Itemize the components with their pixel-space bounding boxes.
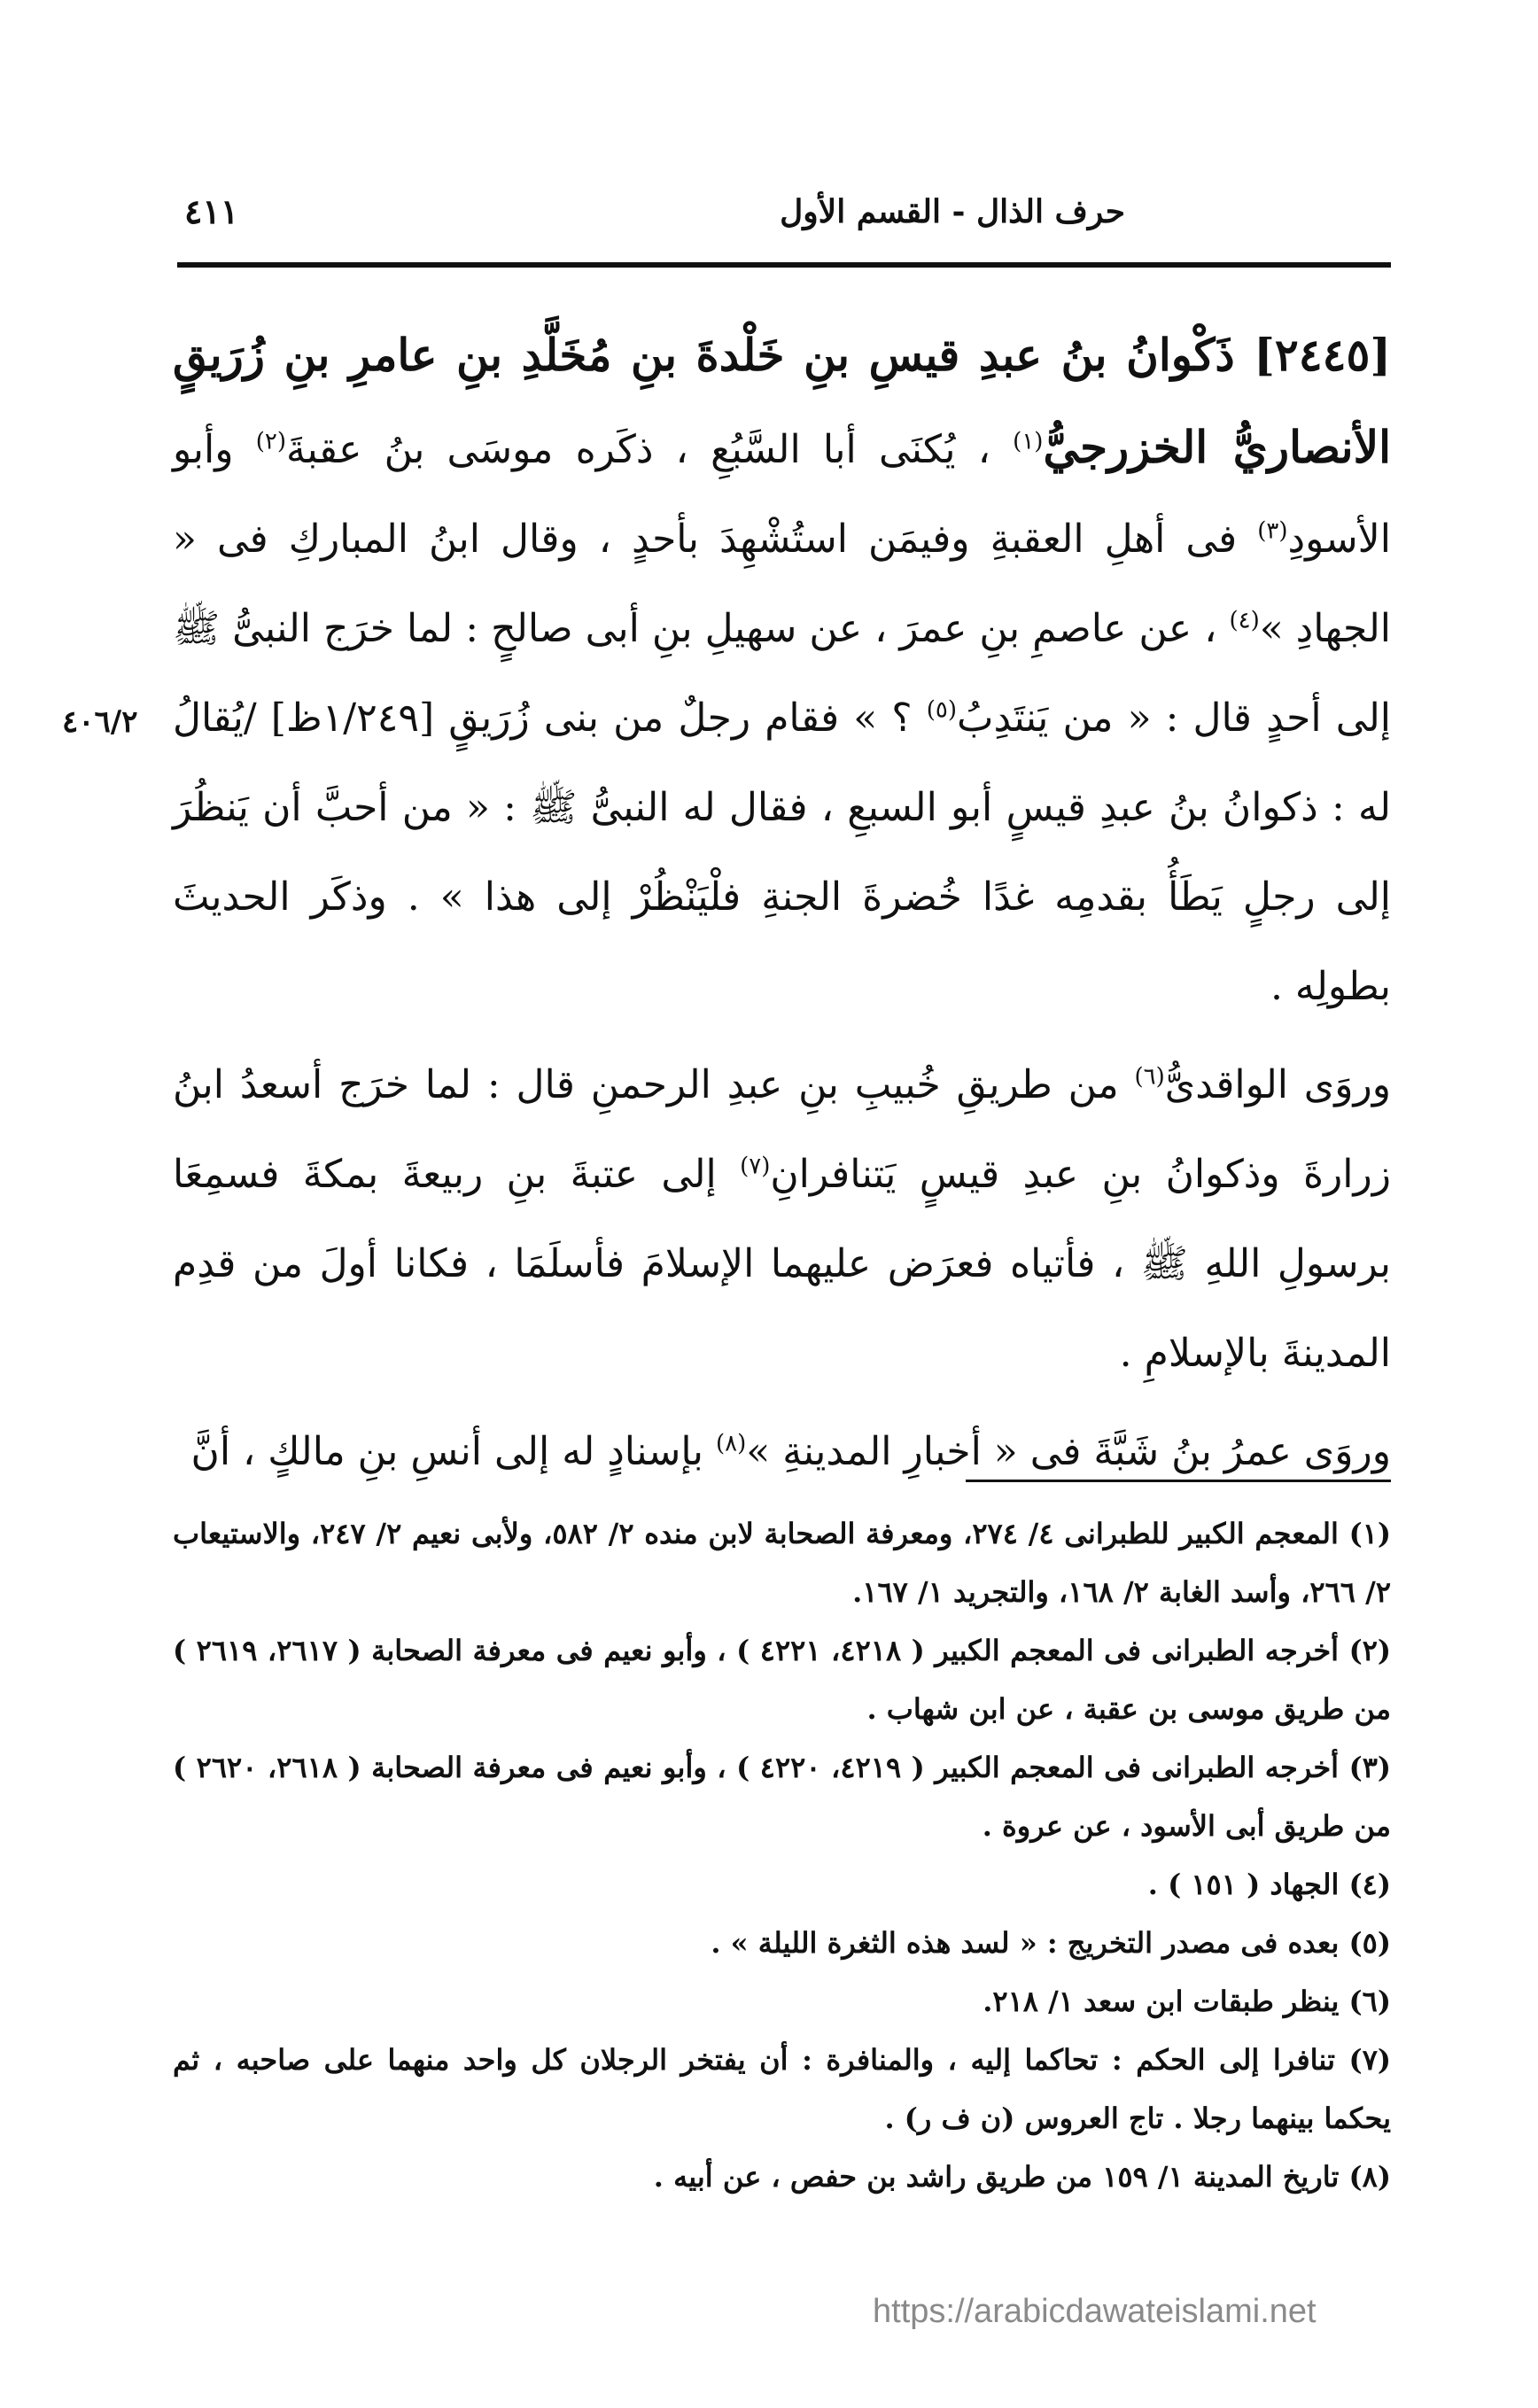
footnote-4: (٤) الجهاد ( ١٥١ ) . — [1147, 1868, 1391, 1901]
footnote-marker: (٨) — [716, 1430, 747, 1457]
watermark-url: https://arabicdawateislami.net — [873, 2293, 1317, 2330]
text-segment: ، عن عاصمِ بنِ عمرَ ، عن سهيلِ بنِ أبى صالحٍ : لما خرَج النبىُّ ﷺ إلى أحدٍ قال : « من يَنتَدِبُ — [173, 606, 1392, 741]
text-segment: ، يُكنَى أبا السَّبُعِ ، ذكَره موسَى بنُ عقبةَ — [285, 427, 990, 472]
footnote-8: (٨) تاريخ المدينة ١/ ١٥٩ من طريق راشد بن حفص ، عن أبيه . — [653, 2160, 1391, 2194]
main-text — [173, 310, 1391, 1496]
paragraph-shabba — [173, 1407, 1391, 1496]
footnotes — [173, 1504, 1391, 2206]
text-segment: فى أهلِ العقبةِ وفيمَن استُشْهِدَ بأحدٍ ، وقال ابنُ المباركِ فى « الجهادِ » — [173, 517, 1391, 651]
footnote-1: (١) المعجم الكبير للطبرانى ٤/ ٢٧٤، ومعرفة الصحابة لابن منده ٢/ ٥٨٢، ولأبى نعيم ٢/ ٢٤٧، والاستيعاب ٢/ ٢٦٦، وأسد الغابة ٢/ ١٦٨، والتجريد ١/ ١٦٧. — [173, 1517, 1392, 1609]
paragraph-waqidi — [173, 1040, 1391, 1398]
footnote-marker: (٣) — [1257, 517, 1288, 545]
footnote-marker: (٤) — [1229, 607, 1260, 634]
footnote-marker: (٦) — [1134, 1063, 1165, 1091]
footnote-separator — [966, 1480, 1391, 1482]
text-segment: وأبو الأسودِ — [173, 427, 1391, 562]
text-segment: وروَى الواقدىُّ — [1164, 1062, 1391, 1107]
running-title: حرف الذال - القسم الأول — [780, 193, 1125, 230]
paragraph-entry — [173, 310, 1391, 1031]
text-segment: ؟ » فقام رجلٌ من بنى زُرَيقٍ [١/٢٤٩ظ] /يُقالُ له : ذكوانُ بنُ عبدِ قيسٍ أبو السبعِ ، فقال له النبىُّ ﷺ : « من أحبَّ أن يَنظُرَ إلى رجلٍ يَطَأُ بقدمِه غدًا خُضرةَ الجنةِ فلْيَنْظُرْ إلى هذا » . وذكَر الحديثَ بطولِه . — [173, 695, 1391, 1009]
text-segment: وروَى عمرُ بنُ شَبَّةَ فى « أخبارِ المدينةِ » — [746, 1429, 1391, 1474]
footnote-marker: (٥) — [926, 696, 958, 724]
footnote-3: (٣) أخرجه الطبرانى فى المعجم الكبير ( ٤٢١٩، ٤٢٢٠ ) ، وأبو نعيم فى معرفة الصحابة ( ٢٦١٨، ٢٦٢٠ ) من طريق أبى الأسود ، عن عروة . — [173, 1751, 1392, 1843]
page-number: ٤١١ — [184, 191, 239, 231]
margin-reference: ٤٠٦/٢ — [62, 704, 138, 740]
footnote-marker: (٢) — [255, 428, 286, 455]
footnote-5: (٥) بعده فى مصدر التخريج : « لسد هذه الثغرة الليلة » . — [711, 1926, 1391, 1960]
page-header — [177, 186, 1391, 248]
header-rule — [177, 262, 1391, 268]
entry-heading: [٢٤٤٥] ذَكْوانُ بنُ عبدِ قيسِ بنِ خَلْدةَ بنِ مُخَلَّدِ بنِ عامرِ بنِ زُرَيقٍ الأنصاريُّ الخزرجيُّ — [173, 329, 1391, 473]
footnote-6: (٦) ينظر طبقات ابن سعد ١/ ٢١٨. — [983, 1985, 1391, 2018]
text-segment: من طريقِ خُبيبِ بنِ عبدِ الرحمنِ قال : لما خرَج أسعدُ ابنُ زرارةَ وذكوانُ بنِ عبدِ قيسٍ يَتنافرانِ — [173, 1062, 1391, 1197]
footnote-marker: (٧) — [740, 1153, 771, 1180]
footnote-marker: (١) — [1013, 428, 1044, 455]
footnote-7: (٧) تنافرا إلى الحكم : تحاكما إليه ، والمنافرة : أن يفتخر الرجلان كل واحد منهما على صاحبه ، ثم يحكما بينهما رجلا . تاج العروس (ن ف ر) . — [173, 2043, 1392, 2135]
footnote-2: (٢) أخرجه الطبرانى فى المعجم الكبير ( ٤٢١٨، ٤٢٢١ ) ، وأبو نعيم فى معرفة الصحابة ( ٢٦١٧، ٢٦١٩ ) من طريق موسى بن عقبة ، عن ابن شهاب . — [173, 1634, 1392, 1726]
text-segment: بإسنادٍ له إلى أنسِ بنِ مالكٍ ، أنَّ — [190, 1429, 704, 1474]
text-segment: إلى عتبةَ بنِ ربيعةَ بمكةَ فسمِعَا برسولِ اللهِ ﷺ ، فأتياه فعرَض عليهما الإسلامَ فأسلَمَا ، فكانا أولَ من قدِم المدينةَ بالإسلامِ . — [173, 1152, 1391, 1376]
